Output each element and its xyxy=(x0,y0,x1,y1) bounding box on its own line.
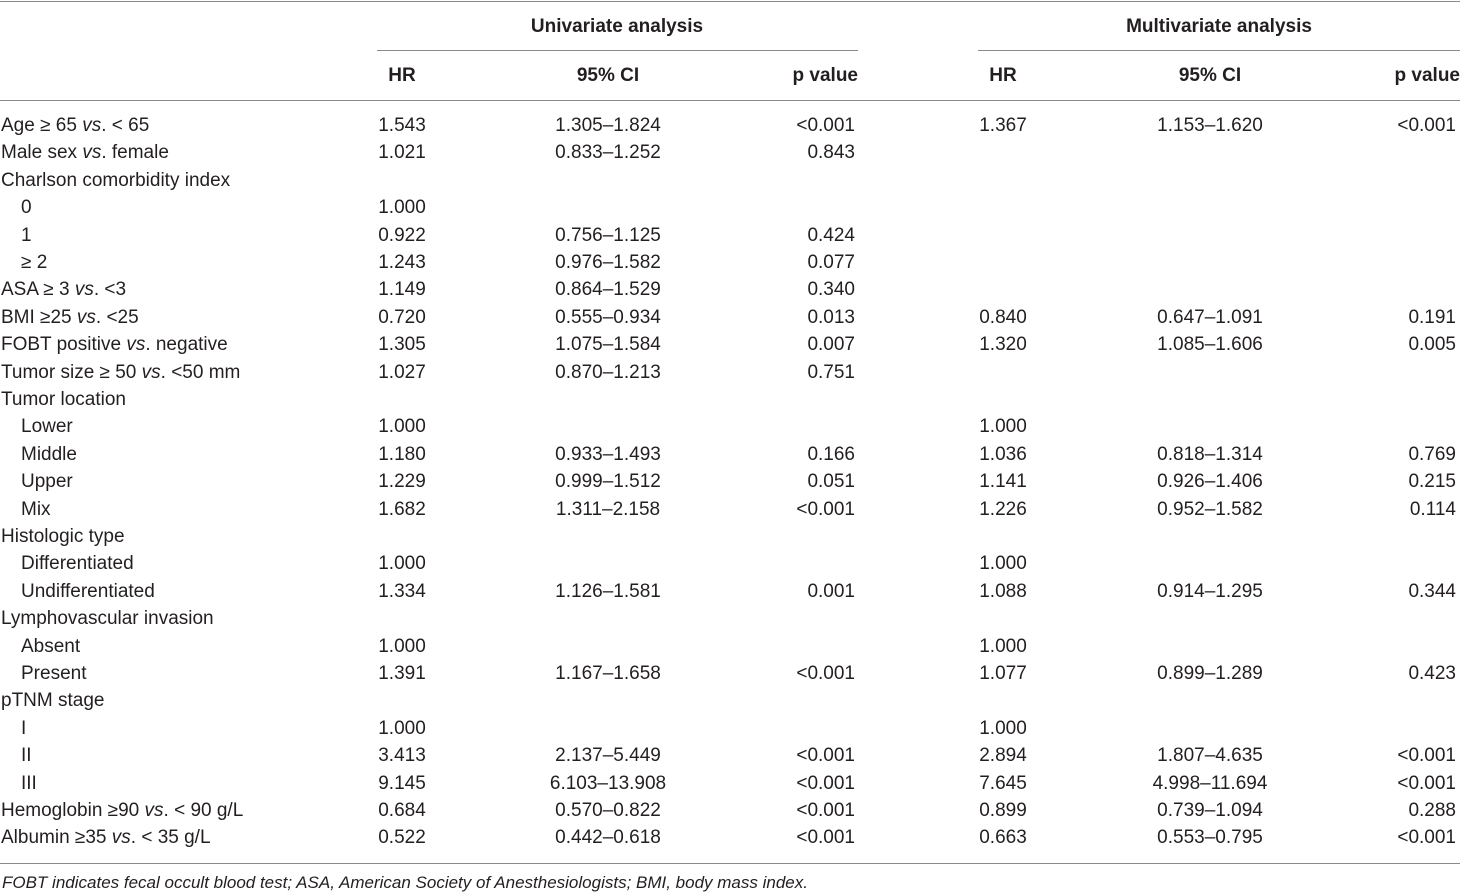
cell-multi-ci: 0.899–1.289 xyxy=(1157,663,1263,684)
row-label: Tumor location xyxy=(1,389,126,410)
cell-uni-hr: 0.684 xyxy=(378,800,426,821)
cell-uni-hr: 0.720 xyxy=(378,306,426,328)
cell-multi-p: <0.001 xyxy=(1397,115,1456,136)
bottom-rule xyxy=(0,863,1460,864)
cell-multi-hr: 2.894 xyxy=(979,745,1027,767)
cell-uni-hr: 9.145 xyxy=(378,772,426,794)
row-label: Lymphovascular invasion xyxy=(1,608,214,630)
cell-multi-hr: 1.226 xyxy=(979,498,1027,520)
row-label: ≥ 2 xyxy=(21,252,48,273)
cell-uni-hr: 3.413 xyxy=(378,745,426,767)
cell-uni-p: 0.424 xyxy=(807,224,855,246)
cell-uni-p: 0.166 xyxy=(807,443,855,465)
row-label: Male sex vs. female xyxy=(1,142,169,164)
cell-multi-ci: 0.647–1.091 xyxy=(1157,306,1263,328)
cell-uni-hr: 1.021 xyxy=(378,142,426,164)
column-header-multi-hr: HR xyxy=(989,65,1017,86)
cell-uni-ci: 1.305–1.824 xyxy=(555,115,661,136)
row-label: 1 xyxy=(21,224,32,246)
cell-uni-hr: 1.334 xyxy=(378,580,426,602)
cell-multi-hr: 1.367 xyxy=(979,115,1027,136)
cell-uni-hr: 1.543 xyxy=(378,115,426,136)
cell-multi-p: 0.423 xyxy=(1408,663,1456,684)
multivariate-group-header: Multivariate analysis xyxy=(1126,16,1312,37)
row-label: Histologic type xyxy=(1,526,125,547)
cell-multi-hr: 0.663 xyxy=(979,827,1027,849)
cell-uni-ci: 0.864–1.529 xyxy=(555,279,661,301)
row-label: III xyxy=(21,772,37,794)
cell-uni-p: <0.001 xyxy=(796,800,855,821)
row-label: Tumor size ≥ 50 vs. <50 mm xyxy=(1,361,241,383)
cell-multi-p: 0.344 xyxy=(1408,580,1456,602)
cell-uni-p: 0.751 xyxy=(807,361,855,383)
cell-uni-p: 0.001 xyxy=(807,580,855,602)
cell-uni-p: <0.001 xyxy=(796,827,855,849)
row-label: Present xyxy=(21,663,87,684)
cell-uni-ci: 0.976–1.582 xyxy=(555,252,661,273)
cell-uni-hr: 1.229 xyxy=(378,471,426,493)
cell-multi-hr: 7.645 xyxy=(979,772,1027,794)
univariate-group-header: Univariate analysis xyxy=(530,16,704,37)
cell-uni-ci: 2.137–5.449 xyxy=(555,745,661,767)
cell-uni-ci: 0.999–1.512 xyxy=(555,471,661,493)
cell-multi-ci: 0.739–1.094 xyxy=(1157,800,1263,821)
cell-uni-p: 0.051 xyxy=(807,471,855,493)
cell-uni-hr: 1.682 xyxy=(378,498,426,520)
cell-uni-ci: 0.833–1.252 xyxy=(555,142,661,164)
cell-multi-ci: 1.085–1.606 xyxy=(1157,334,1263,356)
column-header-multi-ci: 95% CI xyxy=(1178,65,1242,86)
cell-uni-ci: 6.103–13.908 xyxy=(549,772,667,794)
row-label: Hemoglobin ≥90 vs. < 90 g/L xyxy=(1,800,244,821)
column-header-uni-hr: HR xyxy=(388,65,416,86)
cell-multi-hr: 1.320 xyxy=(979,334,1027,356)
cell-uni-hr: 1.000 xyxy=(378,553,426,575)
cell-multi-hr: 1.000 xyxy=(979,553,1027,575)
table-footnote: FOBT indicates fecal occult blood test; ASA, American Society of Anesthesiologists; BMI, body mass index. xyxy=(2,873,808,892)
cell-multi-p: 0.005 xyxy=(1408,334,1456,356)
cell-multi-ci: 0.914–1.295 xyxy=(1157,580,1263,602)
cell-uni-hr: 1.391 xyxy=(378,663,426,684)
row-label: pTNM stage xyxy=(1,690,105,712)
cell-multi-ci: 0.818–1.314 xyxy=(1157,443,1263,465)
row-label: Mix xyxy=(21,498,51,520)
row-label: II xyxy=(21,745,32,767)
cell-multi-ci: 0.926–1.406 xyxy=(1157,471,1263,493)
row-label: Lower xyxy=(21,416,73,438)
multivariate-underline xyxy=(978,50,1460,51)
cell-multi-ci: 1.807–4.635 xyxy=(1157,745,1263,767)
cell-uni-ci: 0.555–0.934 xyxy=(555,306,661,328)
row-label: Charlson comorbidity index xyxy=(1,169,231,191)
cell-multi-hr: 1.000 xyxy=(979,635,1027,657)
row-label: Upper xyxy=(21,471,73,493)
row-label: FOBT positive vs. negative xyxy=(1,334,228,356)
cell-multi-p: 0.191 xyxy=(1408,306,1456,328)
cell-multi-hr: 1.088 xyxy=(979,580,1027,602)
row-label: Differentiated xyxy=(21,553,134,575)
column-header-multi-p: p value xyxy=(1394,65,1460,86)
cell-uni-p: 0.340 xyxy=(807,279,855,301)
cell-uni-ci: 0.756–1.125 xyxy=(555,224,661,246)
cell-multi-hr: 1.000 xyxy=(979,717,1027,739)
cell-multi-p: 0.215 xyxy=(1408,471,1456,493)
cell-uni-hr: 1.305 xyxy=(378,334,426,356)
cell-multi-p: <0.001 xyxy=(1397,745,1456,767)
univariate-underline xyxy=(377,50,858,51)
cell-multi-p: 0.769 xyxy=(1408,443,1456,465)
cell-uni-p: 0.007 xyxy=(807,334,855,356)
cell-multi-hr: 0.899 xyxy=(979,800,1027,821)
row-label: Middle xyxy=(21,443,77,465)
cell-uni-p: 0.013 xyxy=(807,306,855,328)
cell-multi-p: 0.114 xyxy=(1409,498,1456,520)
cell-multi-p: <0.001 xyxy=(1397,827,1456,849)
cell-uni-ci: 0.933–1.493 xyxy=(555,443,661,465)
cell-uni-hr: 0.522 xyxy=(378,827,426,849)
cell-uni-p: <0.001 xyxy=(796,745,855,767)
row-label: 0 xyxy=(21,197,32,219)
cell-uni-ci: 0.442–0.618 xyxy=(555,827,661,849)
cell-multi-ci: 1.153–1.620 xyxy=(1157,115,1263,136)
cell-uni-ci: 0.570–0.822 xyxy=(555,800,661,821)
column-header-uni-ci: 95% CI xyxy=(576,65,640,86)
cell-uni-ci: 1.126–1.581 xyxy=(555,580,661,602)
cell-multi-hr: 0.840 xyxy=(979,306,1027,328)
cell-multi-ci: 0.553–0.795 xyxy=(1157,827,1263,849)
cell-multi-hr: 1.000 xyxy=(979,416,1027,438)
row-label: BMI ≥25 vs. <25 xyxy=(1,306,139,328)
cell-multi-hr: 1.141 xyxy=(979,471,1027,493)
cell-multi-p: <0.001 xyxy=(1397,772,1456,794)
cell-uni-hr: 1.000 xyxy=(378,717,426,739)
top-rule xyxy=(0,1,1460,2)
row-label: Albumin ≥35 vs. < 35 g/L xyxy=(1,827,211,849)
cell-uni-ci: 0.870–1.213 xyxy=(555,361,661,383)
cell-uni-p: 0.077 xyxy=(807,252,855,273)
cell-multi-hr: 1.077 xyxy=(979,663,1027,684)
row-label: ASA ≥ 3 vs. <3 xyxy=(1,279,127,301)
cell-uni-hr: 1.149 xyxy=(378,279,426,301)
row-label: Undifferentiated xyxy=(21,580,155,602)
cell-uni-hr: 1.027 xyxy=(378,361,426,383)
column-header-uni-p: p value xyxy=(792,65,858,86)
cell-uni-hr: 1.180 xyxy=(378,443,426,465)
cell-multi-p: 0.288 xyxy=(1408,800,1456,821)
row-label: Age ≥ 65 vs. < 65 xyxy=(1,115,150,136)
cell-uni-p: <0.001 xyxy=(796,663,855,684)
cell-uni-hr: 1.000 xyxy=(378,416,426,438)
row-label: I xyxy=(21,717,27,739)
cell-uni-hr: 0.922 xyxy=(378,224,426,246)
cell-multi-ci: 4.998–11.694 xyxy=(1152,772,1268,794)
cell-multi-ci: 0.952–1.582 xyxy=(1157,498,1263,520)
cell-uni-ci: 1.075–1.584 xyxy=(555,334,661,356)
cell-multi-hr: 1.036 xyxy=(979,443,1027,465)
cell-uni-ci: 1.311–2.158 xyxy=(555,498,661,520)
cell-uni-ci: 1.167–1.658 xyxy=(555,663,661,684)
header-rule xyxy=(0,100,1460,101)
row-label: Absent xyxy=(21,635,81,657)
cell-uni-hr: 1.243 xyxy=(378,252,426,273)
cell-uni-p: 0.843 xyxy=(807,142,855,164)
cell-uni-p: <0.001 xyxy=(796,772,855,794)
cell-uni-p: <0.001 xyxy=(796,498,855,520)
cell-uni-p: <0.001 xyxy=(796,115,855,136)
cell-uni-hr: 1.000 xyxy=(378,635,426,657)
cell-uni-hr: 1.000 xyxy=(378,197,426,219)
